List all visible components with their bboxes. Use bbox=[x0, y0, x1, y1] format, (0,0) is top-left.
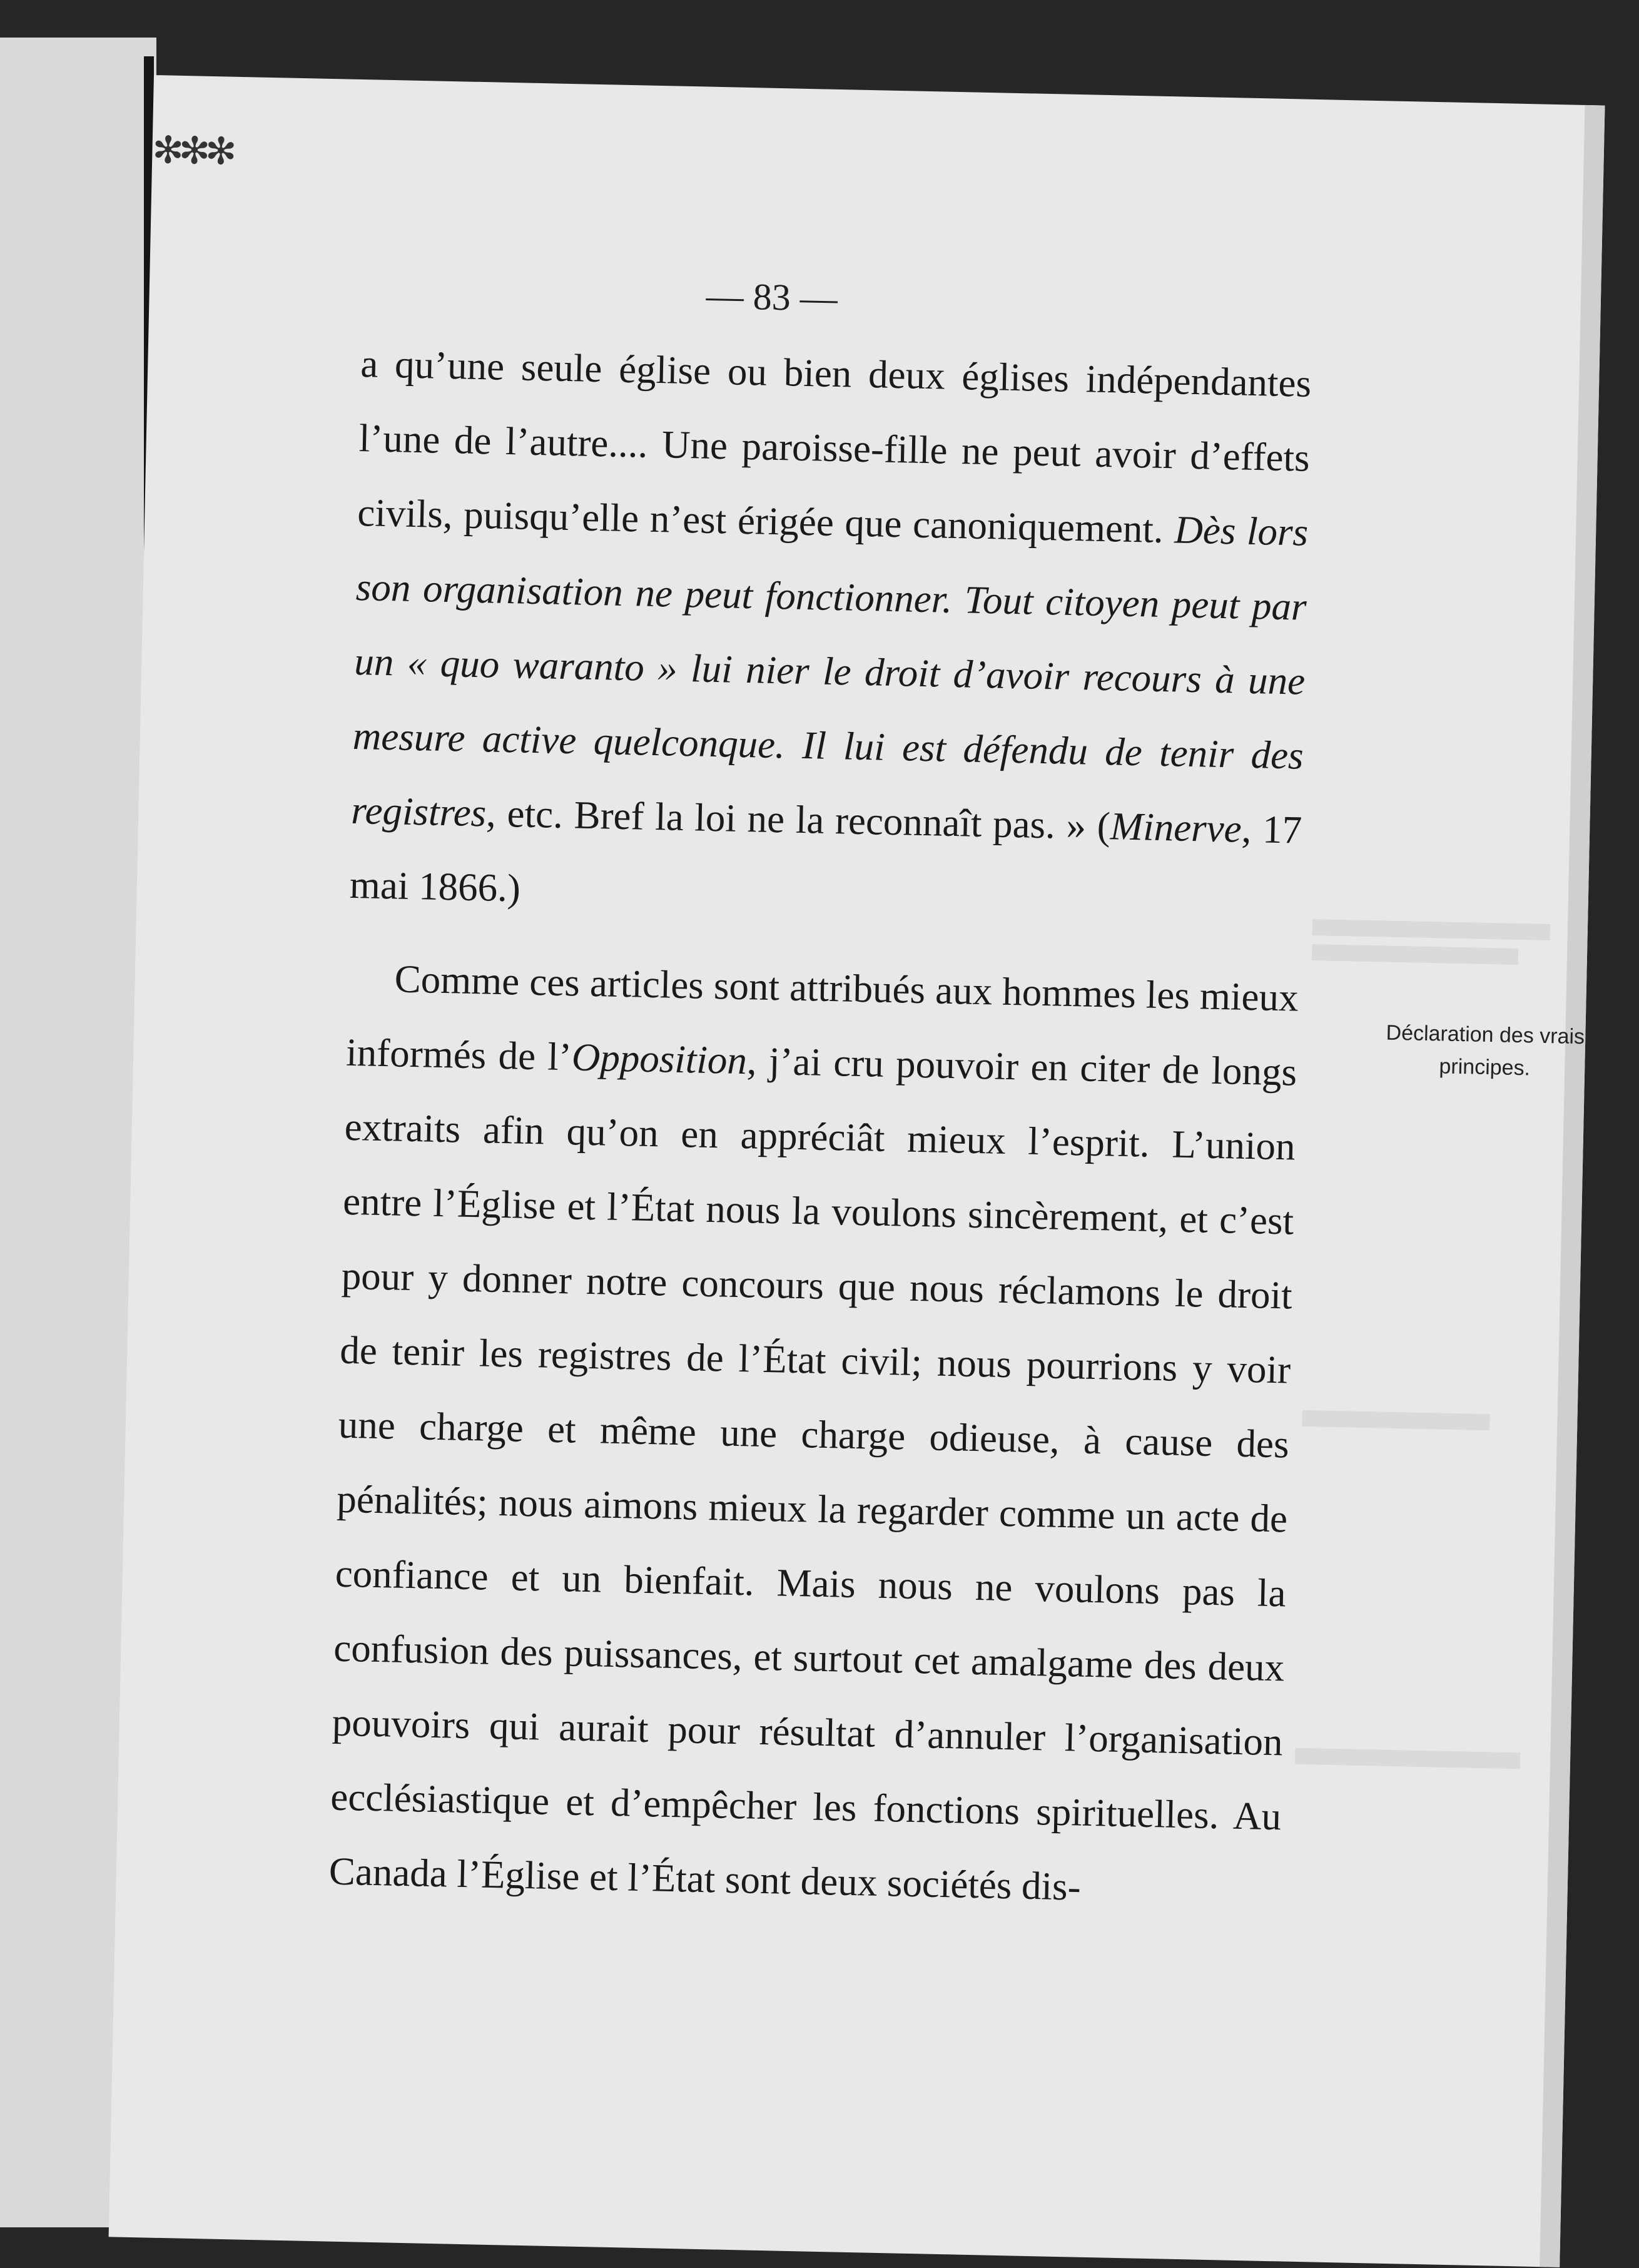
bleed-through bbox=[1312, 944, 1518, 965]
text-segment: , etc. Bref la loi ne la reconnaît pas. » ( bbox=[485, 791, 1111, 848]
page-number: — 83 — bbox=[706, 275, 838, 319]
italic-segment: Opposition bbox=[571, 1035, 748, 1083]
italic-segment: Dès lors son organisation ne peut fonctionner. Tout citoyen peut par un « quo waranto » lui nier le droit d’avoir recours à une mesure active quelconque. Il lui est défendu de tenir des registres bbox=[350, 507, 1309, 835]
page-edge bbox=[1540, 105, 1605, 2267]
ornament-icon: ✻✻✻ bbox=[151, 128, 233, 174]
text-segment: Comme ces articles sont attribués aux hommes les mieux informés de l’ bbox=[345, 957, 1299, 1079]
bleed-through bbox=[1312, 919, 1550, 940]
margin-note: Déclaration des vrais principes. bbox=[1386, 1020, 1585, 1081]
paragraph-1 bbox=[349, 327, 1312, 942]
text-segment: , j’ai cru pouvoir en citer de longs extraits afin qu’on en appréciât mieux l’esprit. L’union entre l’Église et l’État nous la voulons sincèrement, et c’est pour y donner notre concours que nous réclamons le droit de tenir les registres de l’État civil; nous pourrions y voir une charge et même une charge odieuse, à cause des pénalités; nous aimons mieux la regarder comme un acte de confiance et un bienfait. Mais nous ne voulons pas la confusion des puissances, et surtout cet amalgame des deux pouvoirs qui aurait pour résultat d’annuler l’organisation ecclésiastique et d’empêcher les fonctions spirituelles. Au Canada l’Église et l’État sont deux sociétés dis- bbox=[328, 1039, 1297, 1909]
bleed-through bbox=[1295, 1748, 1520, 1769]
text-segment: , 17 mai 1866.) bbox=[349, 806, 1302, 910]
paragraph-2 bbox=[328, 941, 1299, 1928]
italic-segment: Minerve bbox=[1110, 804, 1242, 851]
text-segment: a qu’une seule église ou bien deux églises indépendantes l’une de l’autre.... Une paroisse-fille ne peut avoir d’effets civils, puisqu’elle n’est érigée que canoniquement. bbox=[357, 342, 1312, 552]
body-text bbox=[328, 327, 1312, 1928]
bleed-through bbox=[1302, 1410, 1489, 1430]
book-page bbox=[109, 75, 1605, 2267]
